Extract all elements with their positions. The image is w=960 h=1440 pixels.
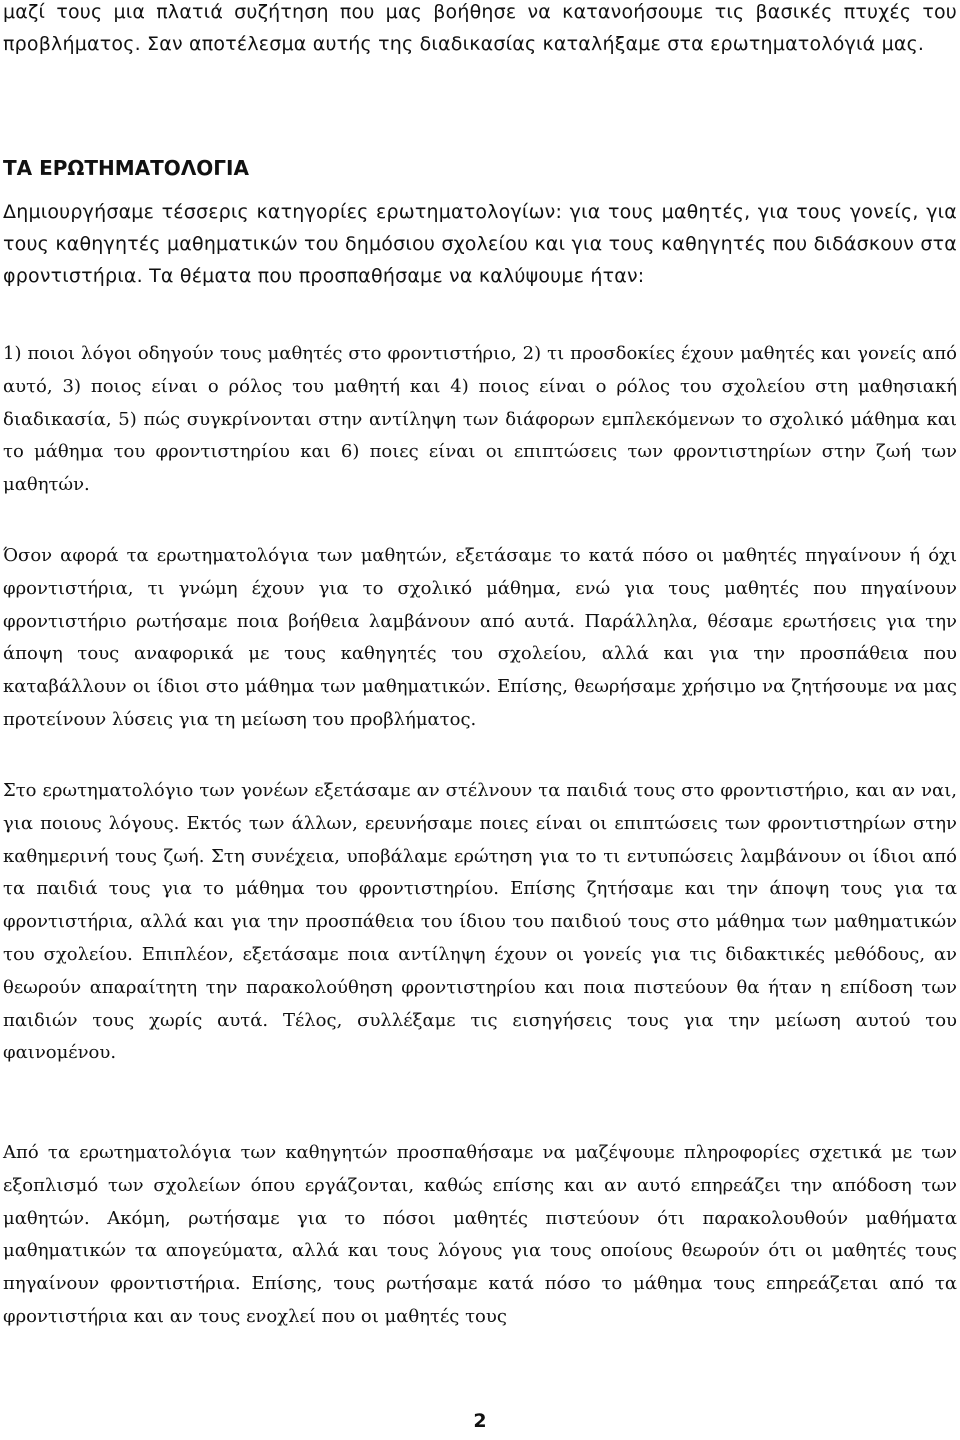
section-heading: ΤΑ ΕΡΩΤΗΜΑΤΟΛΟΓΙΑ [3, 156, 249, 180]
categories-paragraph: Δημιουργήσαμε τέσσερις κατηγορίες ερωτηματολογίων: για τους μαθητές, για τους γονείς, για τους καθηγητές μαθηματικών του δημόσιου σχολείου και για τους καθηγητές που διδάσκουν στα φροντιστήρια. Τα θέματα που προσπαθήσαμε να καλύψουμε ήταν: [3, 201, 957, 287]
students-paragraph: Όσον αφορά τα ερωτηματολόγια των μαθητών, εξετάσαμε το κατά πόσο οι μαθητές πηγαίνουν ή όχι φροντιστήρια, τι γνώμη έχουν για το σχολικό μάθημα, ενώ για τους μαθητές που πηγαίνουν φροντιστήριο ρωτήσαμε ποια βοήθεια λαμβάνουν από αυτά. Παράλληλα, θέσαμε ερωτήσεις για την άποψη τους αναφορικά με τους καθηγητές του σχολείου, αλλά και για την προσπάθεια που καταβάλλουν οι ίδιοι στο μάθημα των μαθηματικών. Επίσης, θεωρήσαμε χρήσιμο να ζητήσουμε να μας προτείνουν λύσεις για τη μείωση του προβλήματος. [3, 545, 957, 730]
intro-paragraph: μαζί τους μια πλατιά συζήτηση που μας βοήθησε να κατανοήσουμε τις βασικές πτυχές του προβλήματος. Σαν αποτέλεσμα αυτής της διαδικασίας καταλήξαμε στα ερωτηματολόγιά μας. [3, 1, 957, 55]
topics-paragraph: 1) ποιοι λόγοι οδηγούν τους μαθητές στο φροντιστήριο, 2) τι προσδοκίες έχουν μαθητές και γονείς από αυτό, 3) ποιος είναι ο ρόλος του μαθητή και 4) ποιος είναι ο ρόλος του σχολείου στη μαθησιακή διαδικασία, 5) πώς συγκρίνονται στην αντίληψη των διάφορων εμπλεκόμενων το σχολικό μάθημα και το μάθημα του φροντιστηρίου και 6) ποιες είναι οι επιπτώσεις των φροντιστηρίων στην ζωή των μαθητών. [3, 343, 957, 496]
teachers-paragraph: Από τα ερωτηματολόγια των καθηγητών προσπαθήσαμε να μαζέψουμε πληροφορίες σχετικά με των εξοπλισμό των σχολείων όπου εργάζονται, καθώς επίσης και αν αυτό επηρεάζει την απόδοση των μαθητών. Ακόμη, ρωτήσαμε για το πόσοι μαθητές πιστεύουν ότι παρακολουθούν μαθήματα μαθηματικών τα απογεύματα, αλλά και τους λόγους για τους οποίους θεωρούν ότι οι μαθητές τους πηγαίνουν φροντιστήρια. Επίσης, τους ρωτήσαμε κατά πόσο το μάθημα τους επηρεάζεται από τα φροντιστήρια και αν τους ενοχλεί που οι μαθητές τους [3, 1142, 957, 1327]
page-number: 2 [473, 1410, 487, 1432]
parents-paragraph: Στο ερωτηματολόγιο των γονέων εξετάσαμε αν στέλνουν τα παιδιά τους στο φροντιστήριο, και αν ναι, για ποιους λόγους. Εκτός των άλλων, ερευνήσαμε ποιες είναι οι επιπτώσεις των φροντιστηρίων στην καθημερινή τους ζωή. Στη συνέχεια, υποβάλαμε ερώτηση για το τι εντυπώσεις λαμβάνουν οι ίδιοι από τα παιδιά τους για το μάθημα του φροντιστηρίου. Επίσης ζητήσαμε και την άποψη τους για τα φροντιστήρια, αλλά και για την προσπάθεια του ίδιου του παιδιού τους στο μάθημα των μαθηματικών του σχολείου. Επιπλέον, εξετάσαμε ποια αντίληψη έχουν οι γονείς για τις διδακτικές μεθόδους, αν θεωρούν απαραίτητη την παρακολούθηση φροντιστηρίου και ποια πιστεύουν θα ήταν η επίδοση των παιδιών τους χωρίς αυτά. Τέλος, συλλέξαμε τις εισηγήσεις τους για την μείωση αυτού του φαινομένου. [3, 780, 957, 1064]
